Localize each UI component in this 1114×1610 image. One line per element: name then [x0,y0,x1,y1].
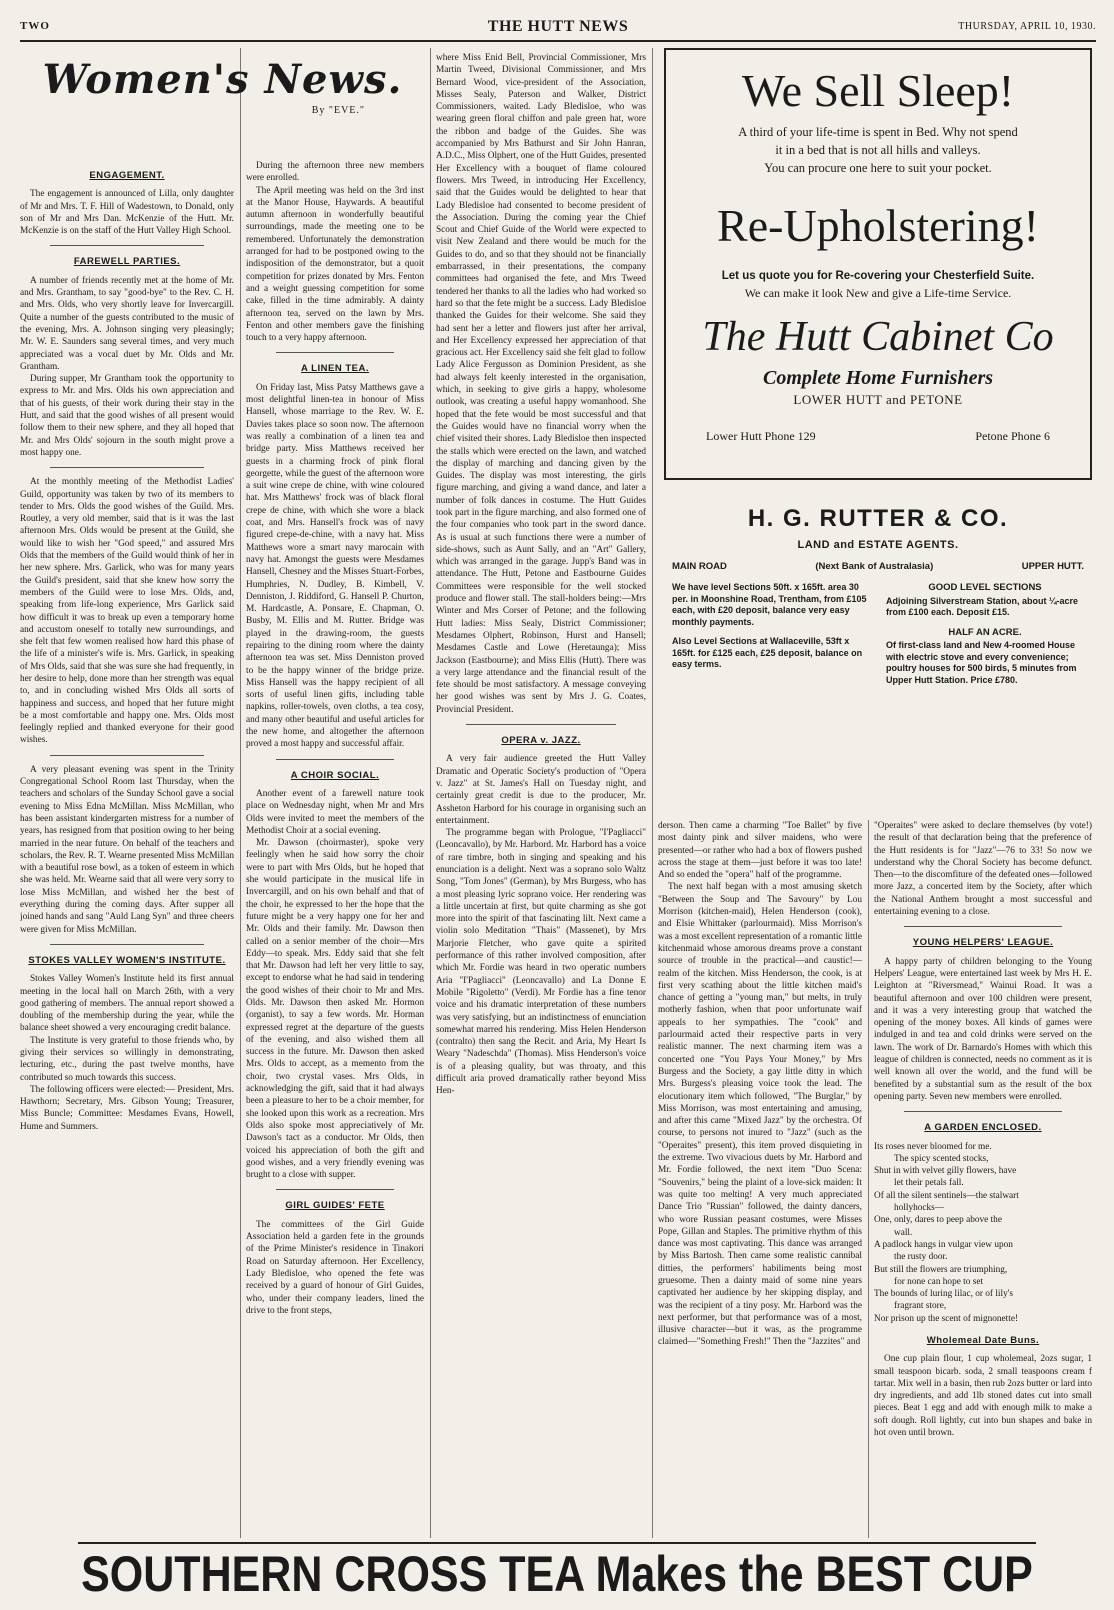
linen-tea-heading: A LINEN TEA. [301,363,369,375]
ad-line: We can make it look New and give a Life-time Service. [744,286,1012,300]
article-paragraph: The April meeting was held on the 3rd inst at the Manor House, Haywards. A beautiful autumn afternoon in wonderfully beautiful surroundings, made the meeting one to be remembered. Unfortunately the demonstration arranged for had to be postponed owing to the indisposition of the demonstrator, but a quoit competition for prizes donated by Mrs. Fenton and a weight guessing competition for some cake, filled in the time admirably. A dainty afternoon tea, served on the lawn by Mrs. Fenton and other members gave the finishing touch to a very happy afternoon. [246,185,424,344]
address-mid: (Next Bank of Australasia) [815,561,934,572]
listing: Also Level Sections at Wallaceville, 53ft x 165ft. for £125 each, £25 deposit, balance on easy terms. [672,636,863,669]
column-rule [868,820,869,1538]
poem-line: The bounds of luring lilac, or of lily's [874,1289,1014,1300]
column-rule [430,48,431,1538]
ad-line: A third of your life-time is spent in Bed. Why not spend [738,125,1018,139]
stokes-paragraph: The following officers were elected:— President, Mrs. Hawthorn; Secretary, Mrs. Gibson Young; Treasurer, Miss Buncle; Committee: Mesdames Evans, Howell, Hume and Summers. [20,1084,234,1132]
poem [874,1141,1092,1325]
divider [50,245,204,246]
masthead [20,18,1096,42]
column-3 [436,52,646,1540]
opera-jazz-heading: OPERA v. JAZZ. [501,735,581,747]
column-2 [246,160,424,1540]
firm-subtitle: LAND and ESTATE AGENTS. [797,539,959,551]
farewell-paragraph: At the monthly meeting of the Methodist Ladies' Guild, opportunity was taken by two of its members to tender to Mrs. Olds the good wishes of the Guild. Mrs. Routley, a very old member, said that is it was the last afternoon Mrs. Olds would be present at the Guild, she would like to wish her "God speed," and assured Mrs Olds that the members of the Guild would think of her in her new sphere. Mrs. Garlick, who was for many years the Guild's president, said that she knew how sorry the members of the Guild were to lose Mrs. Olds, and, speaking from life-long experience, Mrs Garlick said how difficult it was to break up even a temporary home and accustom oneself to totally new surroundings, and she felt that few women realised how hard this phase of the life of a minister's wife is. Mrs. Garlick, in speaking of Mrs Olds, said that she was sure she had frequently, in her desire to help, done more than her strength was equal to, and in concluding wished Mrs Olds all sorts of happiness and success, and hoped that her future might be a most comfortable and happy one. Mrs. Olds most feelingly replied and thanked everyone for their good wishes. [20,477,234,746]
poem-line: for none can hope to set [894,1276,984,1287]
womens-news-title: Women's News. [42,56,403,103]
poem-line: Of all the silent sentinels—the stalwart [874,1190,1019,1201]
address-right: UPPER HUTT. [1021,561,1084,572]
hutt-cabinet-ad [664,48,1092,480]
linen-tea-paragraph: On Friday last, Miss Patsy Matthews gave a most delightful linen-tea in honour of Miss Hansell, whose marriage to the Rev. W. E. Davies takes place so soon now. The afternoon was really a combination of a linen tea and bridge party. Miss Matthews received her guests in a charming frock of pink floral georgette, while the guest of the afternoon wore a suit wine crepe de chine, with wine coloured hat. Mrs Matthews' frock was of black floral crepe de chine, with which she wore a black coat, and Mrs. Hansell's frock was of navy figured crepe-de-chine, with a navy hat. Miss Matthews wore a smart navy marocain with navy hat. Amongst the guests were Mesdames Hansell, Chesney and the Misses Stuart-Forbes, Humphries, N. Dudley, B. Kimbell, V. Denniston, J. Riddiford, G. Hansell P. Churton, M. Hardcastle, A. Ponsare, E. Chapman, O. Busby, M. Ellis and M. Rutter. Bridge was played in the drawing-room, the guests repairing to the dining room where the dainty afternoon tea was set. Miss Denniston proved to be the happy winner of the bridge prize. Miss Hansell was the happy recipient of all sorts of useful linen gifts, including table napkins, roller-towels, oven cloths, a tea cosy, and many other beautiful and useful articles for the new home, and altogether the afternoon proved a most happy and successful affair. [246,382,424,750]
article-paragraph: During the afternoon three new members were enrolled. [246,161,424,184]
girl-guides-heading: GIRL GUIDES' FETE [285,1200,385,1212]
we-sell-sleep-headline: We Sell Sleep! [741,65,1015,116]
divider [50,755,204,756]
poem-line: fragrant store, [894,1301,947,1312]
poem-line: The spicy scented stocks, [894,1153,989,1164]
column-rule [240,48,241,1538]
engagement-heading: ENGAGEMENT. [89,170,165,181]
opera-continued: "Operaites" were asked to declare themselves (by vote!) the result of that declaration being that the preference of the Hutt residents is for "Jazz"—76 to 33! So now we understand why the Choral Society has become defunct. Then—to the discomfiture of the defeated ones—followed more Jazz, a concerted item by the Society, after which the National Anthem brought a most successful and entertaining evening to a close. [874,821,1092,918]
reupholstering-headline: Re-Upholstering! [717,200,1039,251]
womens-news-header [20,52,425,136]
farewell-paragraph: During supper, Mr Grantham took the opportunity to express to Mr. and Mrs. Olds his own appreciation and that of his guests, of their work during their stay in the Hutt, and said that the good wishes of all present would follow them to their new sphere, and they all hoped that Mr. and Mrs Olds' sojourn in the south might prove a most happy one. [20,374,234,458]
opera-paragraph: The programme began with Prologue, "I'Pagliacci" (Leoncavallo), by Mr. Harbord. Mr. Harbord has a voice of rare timbre, both in singing and speaking and his enunciation is a delight. Next was a soprano solo Waltz Song, "Tom Jones" (German), by Mrs Burgess, who has a most pleasing lyric soprano voice. Her rendering was a little uncertain at first, but quite charming as she got more into the spirit of that fascinating lilt. Next came a violin solo Meditation "Thais" (Massenet), by Mrs Marjorie Fletcher, who gave quite a spirited performance of this rather involved composition, after which Mr. Fordie was heard in two operatic numbers Aria "I'Pagliacci" (Leoncavallo) and La Donne E Mobile "Rigoletto" (Verdi). Mr Fordie has a fine tenor voice and his dramatic interpretation of these numbers was very satisfying, but an indistinctness of enunciation somewhat marred his rendering. Miss Helen Henderson (contralto) then sang the Recit. and Aria, My Heart Is Weary "Nadeschda" (Thomas). Miss Henderson's voice is of a pleasing quality, but was throaty, and this difficult aria proved dramatically rather beyond Miss Hen- [436,828,646,1097]
poem-line: Shut in with velvet gilly flowers, have [874,1166,1017,1177]
engagement-text: The engagement is announced of Lilla, only daughter of Mr and Mrs. T. F. Hill of Wadestown, to Donald, only son of Mr and Mrs Dan. McKenzie of the Hutt. Mr. McKenzie is on the staff of the Hutt Valley High School. [20,189,234,237]
opera-continued: derson. Then came a charming "Toe Ballet" by five most dainty pink and silver maidens, who were presented—or rather who had a box of flowers pushed across the stage at them—just before it was too late! And so ended the "opera" half of the programme. [658,821,862,881]
divider [276,352,394,353]
company-locations: LOWER HUTT and PETONE [793,392,963,407]
poem-line: One, only, dares to peep above the [874,1215,1002,1226]
ad-line: Let us quote you for Re-covering your Chesterfield Suite. [721,270,1035,282]
listing: We have level Sections 50ft. x 165ft. area 30 per. in Moonshine Road, Trentham, from £105 each, with £20 deposit, balance very easy monthly payments. [672,582,867,627]
divider [276,1189,394,1190]
divider [904,926,1062,927]
poem-line: wall. [894,1227,913,1238]
divider [466,724,616,725]
farewell-paragraph: A very pleasant evening was spent in the Trinity Congregational School Room last Thursday, when the teachers and scholars of the Sunday School gave a social evening to Miss Edna McMillan. Miss McMillan, who has been assistant kindergarten mistress for a number of years, has resigned from that position owing to her being married in the near future. On behalf of the teachers and scholars, the Rev. R. T. Wearne presented Miss McMillan with a beautiful rose bowl, as a token of esteem in which she was held. Mr. Wearne said that all were very sorry to lose Miss McMillan, and wished her the best of everything during the coming days. After supper all joined hands and sang "Auld Lang Syn" and three cheers were given for Miss McMillan. [20,764,234,935]
opera-paragraph: A very fair audience greeted the Hutt Valley Dramatic and Operatic Society's production of "Opera v. Jazz" at St. James's Hall on Tuesday night, and certainly great credit is due to the producer, Mr. Assheton Harbord for his courage in organising such an entertainment. [436,754,646,826]
recipe-paragraph: One cup plain flour, 1 cup wholemeal, 2ozs sugar, 1 small teaspoon bicarb. soda, 2 small teaspoons cream f tartar. Mix well in a basin, then rub 2ozs butter or lard into dry ingredients, and add 1lb stoned dates cut into small pieces. Beat 1 egg and add with enough milk to make a soft dough. Roll lightly, cut into bun shapes and bake in hot oven until brown. [874,1354,1092,1439]
choir-social-heading: A CHOIR SOCIAL. [290,769,380,781]
rutter-ad [664,505,1092,805]
poem-line: hollyhocks— [894,1203,945,1214]
divider [50,944,204,945]
byline: By "EVE." [311,105,365,116]
choir-paragraph: Mr. Dawson (choirmaster), spoke very feelingly when he said how sorry the choir were to part with Mrs Olds, but he hoped that she would participate in the musical life in Invercargill, and on his own behalf and that of the choir, he expressed to her the hope that the future might be a very happy one for her and Mr. Olds and their family. Mr. Dawson then called on a senior member of the choir—Mrs Eddy—to speak. Mrs. Eddy said that she felt that Mr. Dawson had left her very little to say, except to endorse what he had said in tendering the good wishes of their choir to Mr and Mrs. Olds. Mr. Dawson then asked Mr. Hormon (organist), to say a few words. Mr. Horman expressed regret at the departure of the guests of the evening, and also wished them all success in the future. Mr. Dawson then asked Mrs. Olds to accept, as a memento from the choir, two crystal vases. Mrs Olds, in acknowledging the gift, said that it had always been a pleasure to her to be a choir member, for she looked upon this work as a recreation. Mrs Olds also spoke most appreciatively of Mr. Dawson's tact as a conductor. Mr Olds, then voiced his appreciation of both the gift and good wishes, and a very friendly evening was brught to a close with supper. [246,838,424,1181]
southern-cross-tea-ad: SOUTHERN CROSS TEA Makes the BEST CUP [78,1542,1036,1604]
divider [50,467,204,468]
girl-guides-paragraph: The committees of the Girl Guide Association held a garden fete in the grounds of the Prime Minister's residence in Tinakori Road on Saturday afternoon. Her Excellency, Lady Bledisloe, who opened the fete was received by a guard of honour of Girl Guides, who, under their company leaders, lined the drive to the front steps, [246,1219,424,1316]
column-1 [20,160,234,1540]
page-label: TWO [20,20,50,32]
farewell-paragraph: A number of friends recently met at the home of Mr. and Mrs. Grantham, to say "good-bye" to the Rev. C. H. and Mrs. Olds, who very shortly leave for Invercargill. Quite a number of the guests contributed to the music of the evening, Mrs. A. Johnson singing very pleasingly; Mr. W. E. Saunders sang several times, and very much appreciated was a vocal duet by Mr. Olds and Mr. Grantham. [20,275,234,372]
ad-line: it in a bed that is not all hills and valleys. [775,143,981,157]
paper-name: THE HUTT NEWS [487,18,629,35]
stokes-paragraph: The Institute is very grateful to those friends who, by giving their services so willingly in demonstrating, lecturing, etc., during the past twelve months, have contributed so much towards this success. [20,1035,234,1083]
stokes-heading: STOKES VALLEY WOMEN'S INSTITUTE. [28,954,226,966]
divider [904,1111,1062,1112]
choir-paragraph: Another event of a farewell nature took place on Wednesday night, when Mr and Mrs Olds were invited to meet the members of the Methodist Choir at a social evening. [246,788,424,836]
firm-name: H. G. RUTTER & CO. [747,505,1009,532]
column-rule [652,48,653,1538]
opera-paragraph: The next half began with a most amusing sketch "Between the Soup and The Savoury" by Lou Morrison (kitchen-maid), Helen Henderson (cook), and Elsie Whittaker (parlourmaid). Miss Morrison's was a most excellent representation of a romantic little kitchenmaid whose amorous dreams prove a constant source of trouble in the practical—and caustic!—realm of the kitchen. Miss Henderson, the cook, is at first very scathing about the little kitchen maid's chance of getting a "young man," but melts, in truly motherly fashion, when that poor unfortunate waif appeals to her sympathies. The "cook" and parlourmaid acted their respective parts in very realistic manner. The next charming item was a concerted one "You Pays Your Money," by Mrs Burgess and the Society, a gay little ditty in which Mrs. Burgess's pleasing voice took the lead. The elocutionary item which followed, "The Burglar," by Miss Morrison, was most entertaining and amusing, and after this came "Mixed Jazz" by the orchestra. Of course, to persons not inured to "Jazz" (such as the "Operaites" present), this item proved disquieting in the extreme. Two vivacious duets by Mr. Harbord and Mr. Fordie followed, the next item "Duo Scena: "Souvenirs," being the plaint of a love-sick maiden: It was quite too melting! A very much appreciated Dance Trio "Russian" followed, the dainty dancers, who wore Russian peasant costumes, were Misses Pope, Gillan and Staples. The primitive rhythm of this dance was most captivating. This dance was arranged by Miss Bartosh. Then came some realistic cannibal ditties, the performers' habiliments being most gruesome. Then a dainty maid of some nine years captivated her audience by her skipping display, and was the recipient of a tiny posy. Mr. Harbord was the next performer, but that performance was of a most, illusive character—but it was, as the programme claimed—"Something Fresh!" Then the "Jazzites" and [658,882,862,1348]
listing-heading: HALF AN ACRE. [948,626,1022,638]
ad-line: You can procure one here to suit your pocket. [764,161,992,175]
listing: Of first-class land and New 4-roomed House with electric stove and every convenience; poultry houses for 500 birds, 5 minutes from Upper Hutt Station. Price £780. [886,640,1077,685]
young-helpers-paragraph: A happy party of children belonging to the Young Helpers' League, were entertained last week by Mrs H. E. Leighton at "Riversmead," Wainui Road. It was a beautiful afternoon and over 100 children were present, and it was a very interesting group that watched the opening of the money boxes. All kinds of games were indulged in and tea and cold drinks were served on the lawn. The work of Dr. Barnardo's Homes with which this league of children is connected, needs no comment as it is well known all over the world, and the fund will be benefited by a substantial sum as the result of the box opening party. Seven new members were enrolled. [874,956,1092,1102]
company-tagline: Complete Home Furnishers [762,367,994,389]
listing-heading: GOOD LEVEL SECTIONS [928,582,1042,593]
poem-line: A padlock hangs in vulgar view upon [874,1239,1013,1250]
poem-line: the rusty door. [894,1252,948,1263]
divider [276,759,394,760]
issue-date: THURSDAY, APRIL 10, 1930. [958,21,1096,32]
recipe-heading: Wholemeal Date Buns. [926,1334,1040,1346]
garden-enclosed-heading: A GARDEN ENCLOSED. [924,1122,1042,1134]
poem-line: let their petals fall. [894,1178,964,1189]
column-4 [658,820,862,1540]
company-name: The Hutt Cabinet Co [702,314,1054,360]
column-5 [874,820,1092,1540]
young-helpers-heading: YOUNG HELPERS' LEAGUE. [912,937,1054,949]
poem-line: Nor prison up the scent of mignonette! [874,1313,1019,1324]
address-left: MAIN ROAD [672,561,727,572]
stokes-paragraph: Stokes Valley Women's Institute held its first annual meeting in the local hall on March 26th, with a very good gathering of members. The annual report showed a doubling of the membership during the year, while the balance sheet showed a very encouraging credit balance. [20,974,234,1034]
poem-line: Its roses never bloomed for me. [874,1141,992,1152]
farewell-heading: FAREWELL PARTIES. [73,256,181,268]
phone-petone: Petone Phone 6 [975,429,1050,443]
listing: Adjoining Silverstream Station, about ¼-acre from £100 each. Deposit £15. [886,595,1079,617]
girl-guides-continued: where Miss Enid Bell, Provincial Commissioner, Mrs Martin Tweed, Divisional Commissioner, and Mrs Bernard Wood, vice-president of the Association, Misses Sealy, Paterson and Walker, District Commissioners, waited. Lady Bledisloe, who was wearing green floral chiffon and pale green hat, wore the ribbon and badge of the Guides. She was accompanied by Mrs Bathurst and Sir John Hanran, A.D.C., Miss Olphert, one of the Hutt Guides, presented Her Excellency with a bouquet of flame coloured flowers. Mrs Tweed, in introducing Her Excellency, said that the Guides would be delighted to hear that Lady Bledisloe had consented to become president of the Association. During the coming year the Chief Scout and Chief Guide of the World were expected to visit New Zealand and there would be much for the Guides to do, and so that they should not be financially embarrassed, in their presentations, the company committees had organised the fete, and Mrs Tweed tendered her thanks to all the ladies who had worked so hard so that the fete might be a success. Lady Bledisloe thanked the Guides for their welcome. She said they had sent her a letter and flowers just after her arrival, and Her Excellency expressed her appreciation of that gracious act. Her Excellency said she felt glad to follow Lady Alice Fergusson as Dominion President, as she had always felt keenly interested in the organisation, which, in seeking to give girls a happy, wholesome outlook, was creating a useful happy womanhood. She hoped that the fete would be most successful and that the Guides would have no financial worry when the chief visited their shores. Lady Bledisloe then inspected the stalls which were erected on the lawn, and watched the display of marching and dancing given by the Guides. The display was most interesting, the girls figure marching, and giving a wand dance, and later a number of folk dances in costume. The Hutt Guides took part in the figure marching, and also formed one of the four companies who took part in the sword dance. As is usual at such functions there were a number of side-shows, such as Aunt Sally, and an "Art" Gallery, which was arranged in the garage. Jupp's Band was in attendance. The Hutt, Petone and Eastbourne Guides Committees were responsible for the well stocked produce and flower stall. The stall-holders being:—Mrs Winter and Mrs Corser of Petone; and the following Hutt ladies: Miss Sealy, District Commissioner; Mesdames Olphert, Robinson, Hurst and Hansell; Mesdames Castle and Lowe (Heretaunga); Miss Jackson (Eastbourne); and Miss Ellis (Hutt). There was a very large attendance and the financial result of the fete should be most satisfactory. A message conveying her good wishes was sent by Mrs J. G. Coates, Provincial President. [436,53,646,715]
phone-lower-hutt: Lower Hutt Phone 129 [706,429,816,443]
poem-line: But still the flowers are triumphing, [874,1264,1008,1275]
